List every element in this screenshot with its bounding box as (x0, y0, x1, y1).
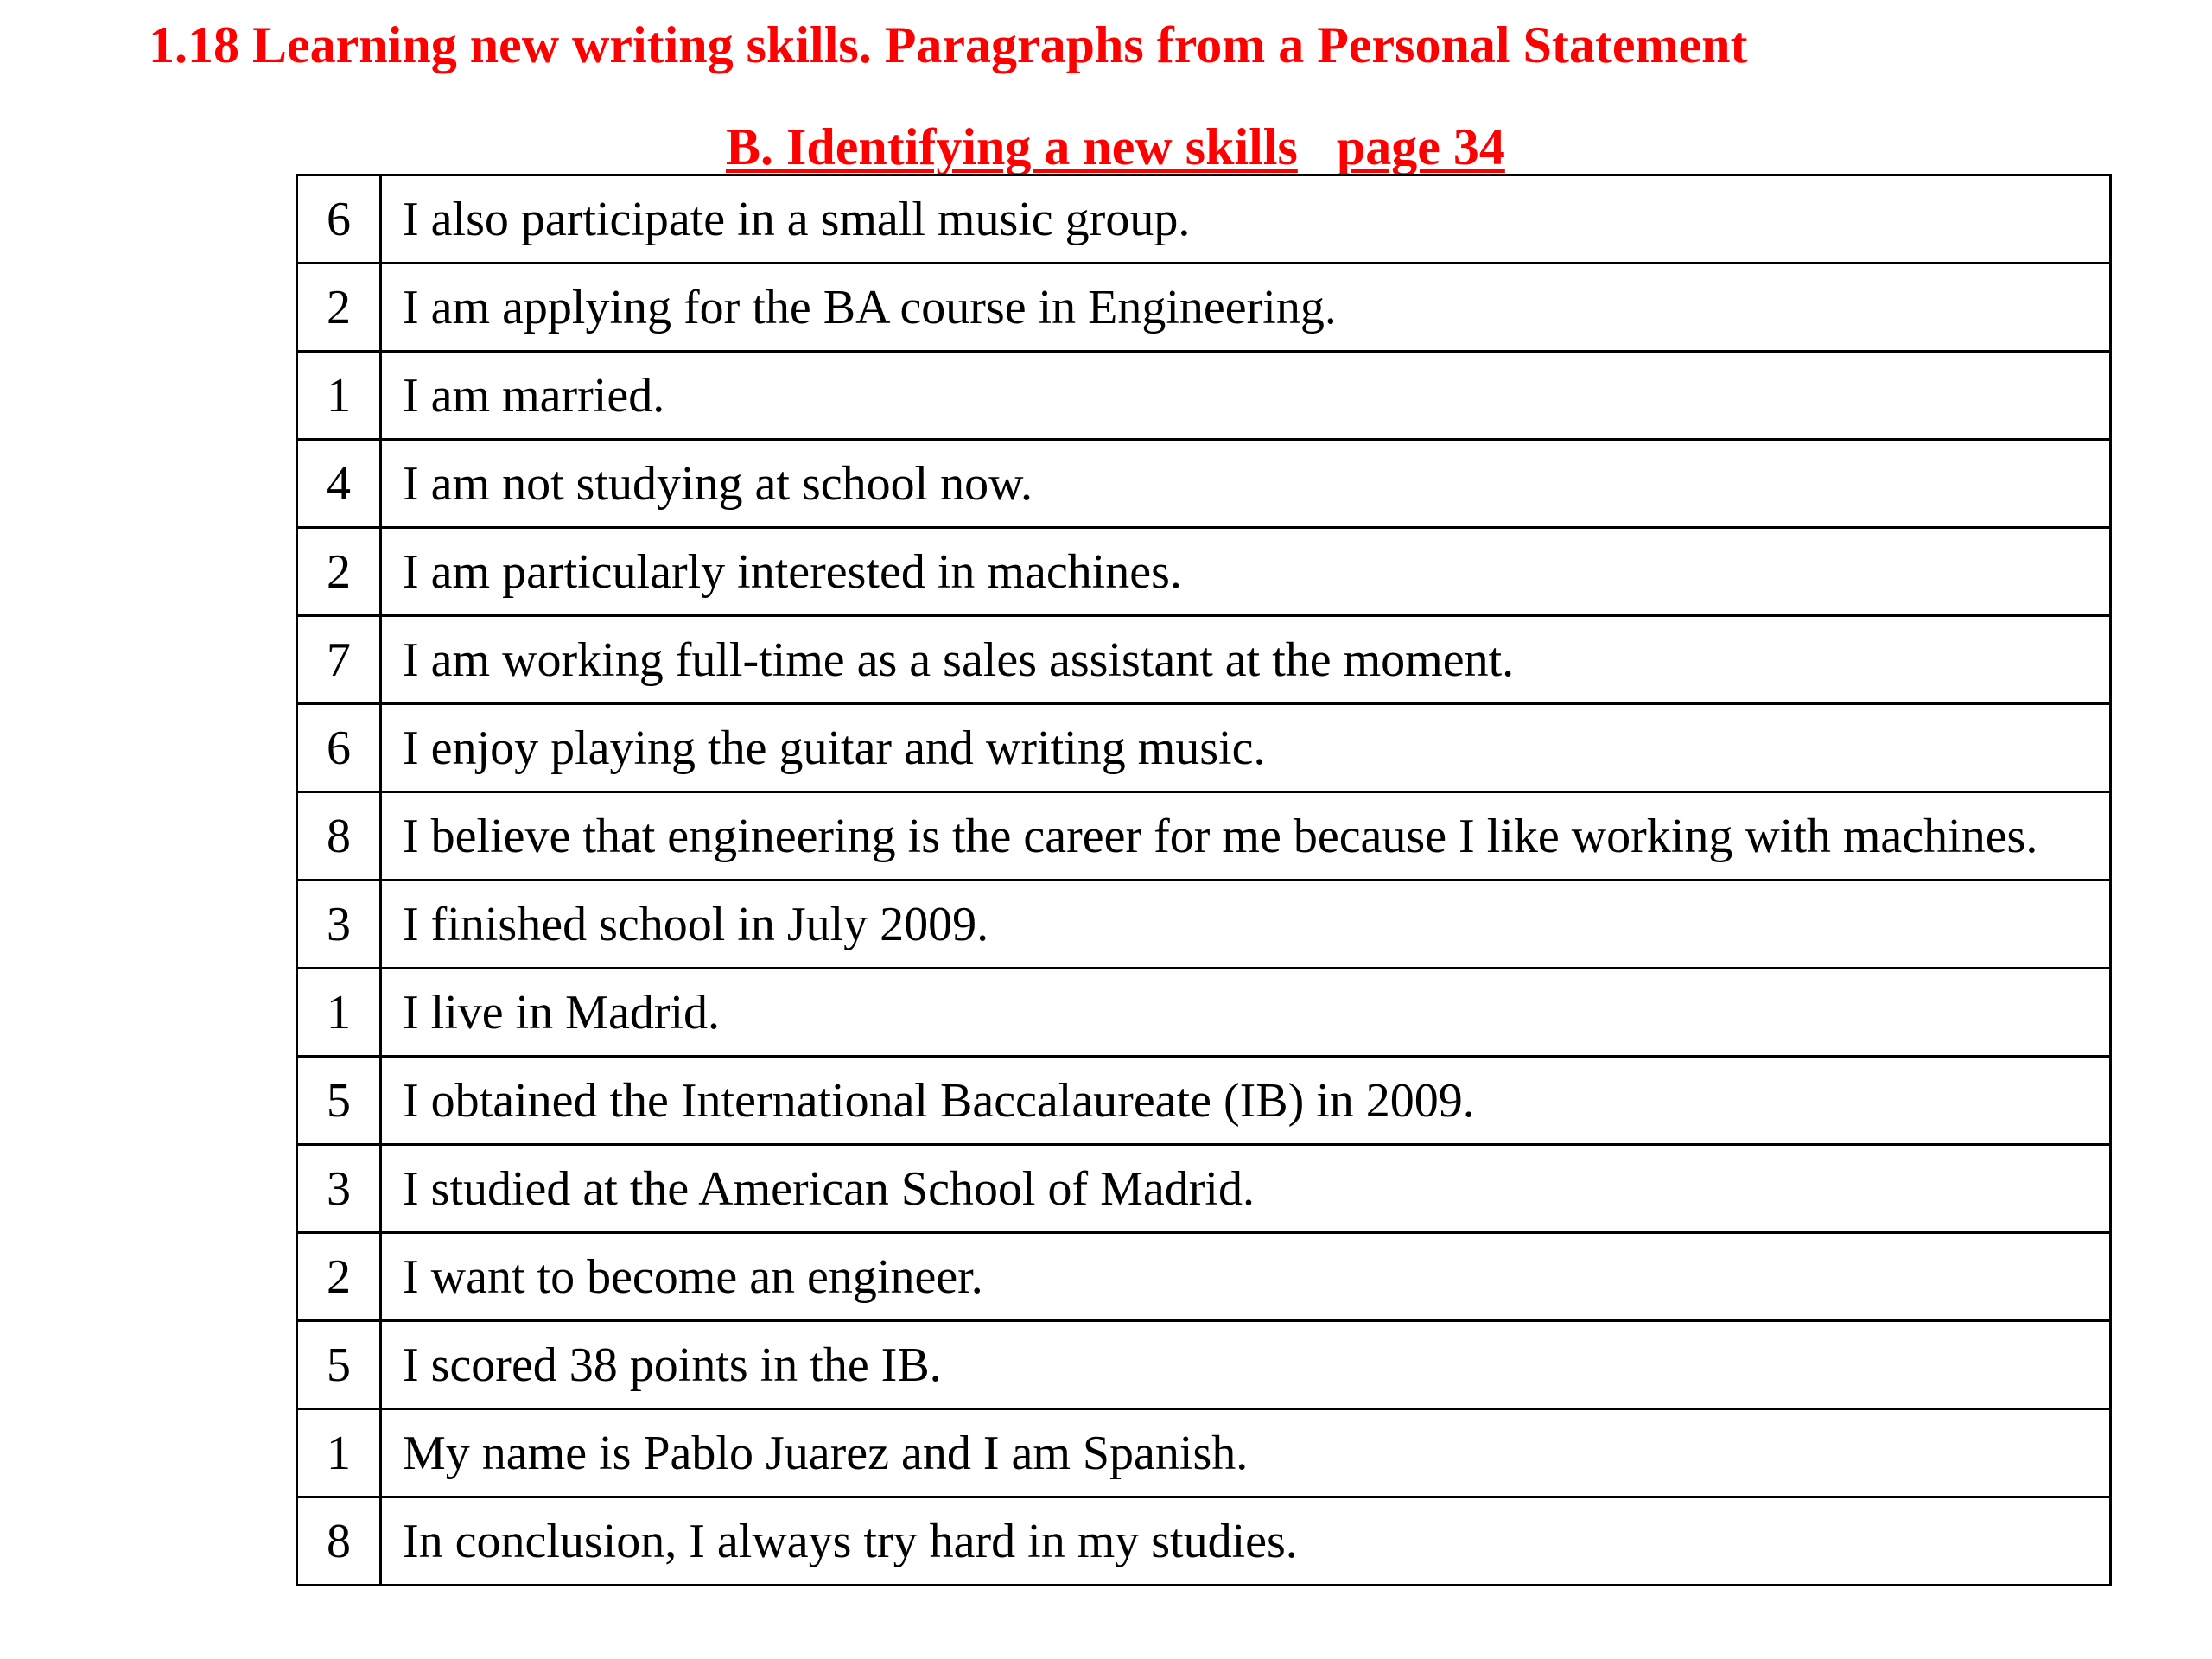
statement-text: I want to become an engineer. (381, 1233, 2111, 1321)
statement-text: I obtained the International Baccalaureate (IB) in 2009. (381, 1057, 2111, 1145)
table-row (297, 969, 2111, 1057)
table-row (297, 1057, 2111, 1145)
table-row (297, 704, 2111, 792)
statement-text: I am married. (381, 352, 2111, 440)
table-row (297, 352, 2111, 440)
table-row (297, 1145, 2111, 1233)
table-row (297, 880, 2111, 969)
section-subtitle (0, 112, 2212, 181)
paragraph-number: 5 (297, 1321, 381, 1409)
statement-text: I am not studying at school now. (381, 440, 2111, 528)
paragraph-number: 1 (297, 352, 381, 440)
table-row (297, 1233, 2111, 1321)
paragraph-number: 1 (297, 1409, 381, 1497)
paragraph-number: 8 (297, 1497, 381, 1586)
statement-text: I believe that engineering is the career for me because I like working with machines. (381, 792, 2111, 880)
table-row (297, 1321, 2111, 1409)
statement-text: I live in Madrid. (381, 969, 2111, 1057)
page-reference: page 34 (1336, 118, 1505, 175)
statement-text: In conclusion, I always try hard in my studies. (381, 1497, 2111, 1586)
paragraph-number: 4 (297, 440, 381, 528)
paragraph-number: 2 (297, 264, 381, 352)
table-row (297, 1409, 2111, 1497)
paragraph-number: 2 (297, 1233, 381, 1321)
statement-text: I scored 38 points in the IB. (381, 1321, 2111, 1409)
subtitle-gap (1298, 118, 1337, 175)
paragraph-number: 3 (297, 1145, 381, 1233)
page-title: 1.18 Learning new writing skills. Paragraphs from a Personal Statement (149, 16, 1748, 73)
statement-text: I studied at the American School of Madrid. (381, 1145, 2111, 1233)
table-row (297, 1497, 2111, 1586)
statement-text: I am particularly interested in machines. (381, 528, 2111, 616)
paragraph-number: 6 (297, 704, 381, 792)
paragraph-number: 6 (297, 175, 381, 264)
statement-text: I finished school in July 2009. (381, 880, 2111, 969)
paragraph-number: 1 (297, 969, 381, 1057)
table-row (297, 528, 2111, 616)
paragraph-number: 2 (297, 528, 381, 616)
statement-text: I enjoy playing the guitar and writing music. (381, 704, 2111, 792)
table-row (297, 440, 2111, 528)
subtitle-text: B. Identifying a new skills (726, 118, 1298, 175)
paragraph-number: 7 (297, 616, 381, 704)
table-row (297, 792, 2111, 880)
paragraph-number: 8 (297, 792, 381, 880)
paragraph-number: 3 (297, 880, 381, 969)
statement-text: I also participate in a small music group. (381, 175, 2111, 264)
table-row (297, 175, 2111, 264)
table-row (297, 616, 2111, 704)
statements-table (296, 174, 2112, 1586)
statement-text: I am working full-time as a sales assistant at the moment. (381, 616, 2111, 704)
statement-text: My name is Pablo Juarez and I am Spanish. (381, 1409, 2111, 1497)
table-row (297, 264, 2111, 352)
statement-text: I am applying for the BA course in Engineering. (381, 264, 2111, 352)
paragraph-number: 5 (297, 1057, 381, 1145)
